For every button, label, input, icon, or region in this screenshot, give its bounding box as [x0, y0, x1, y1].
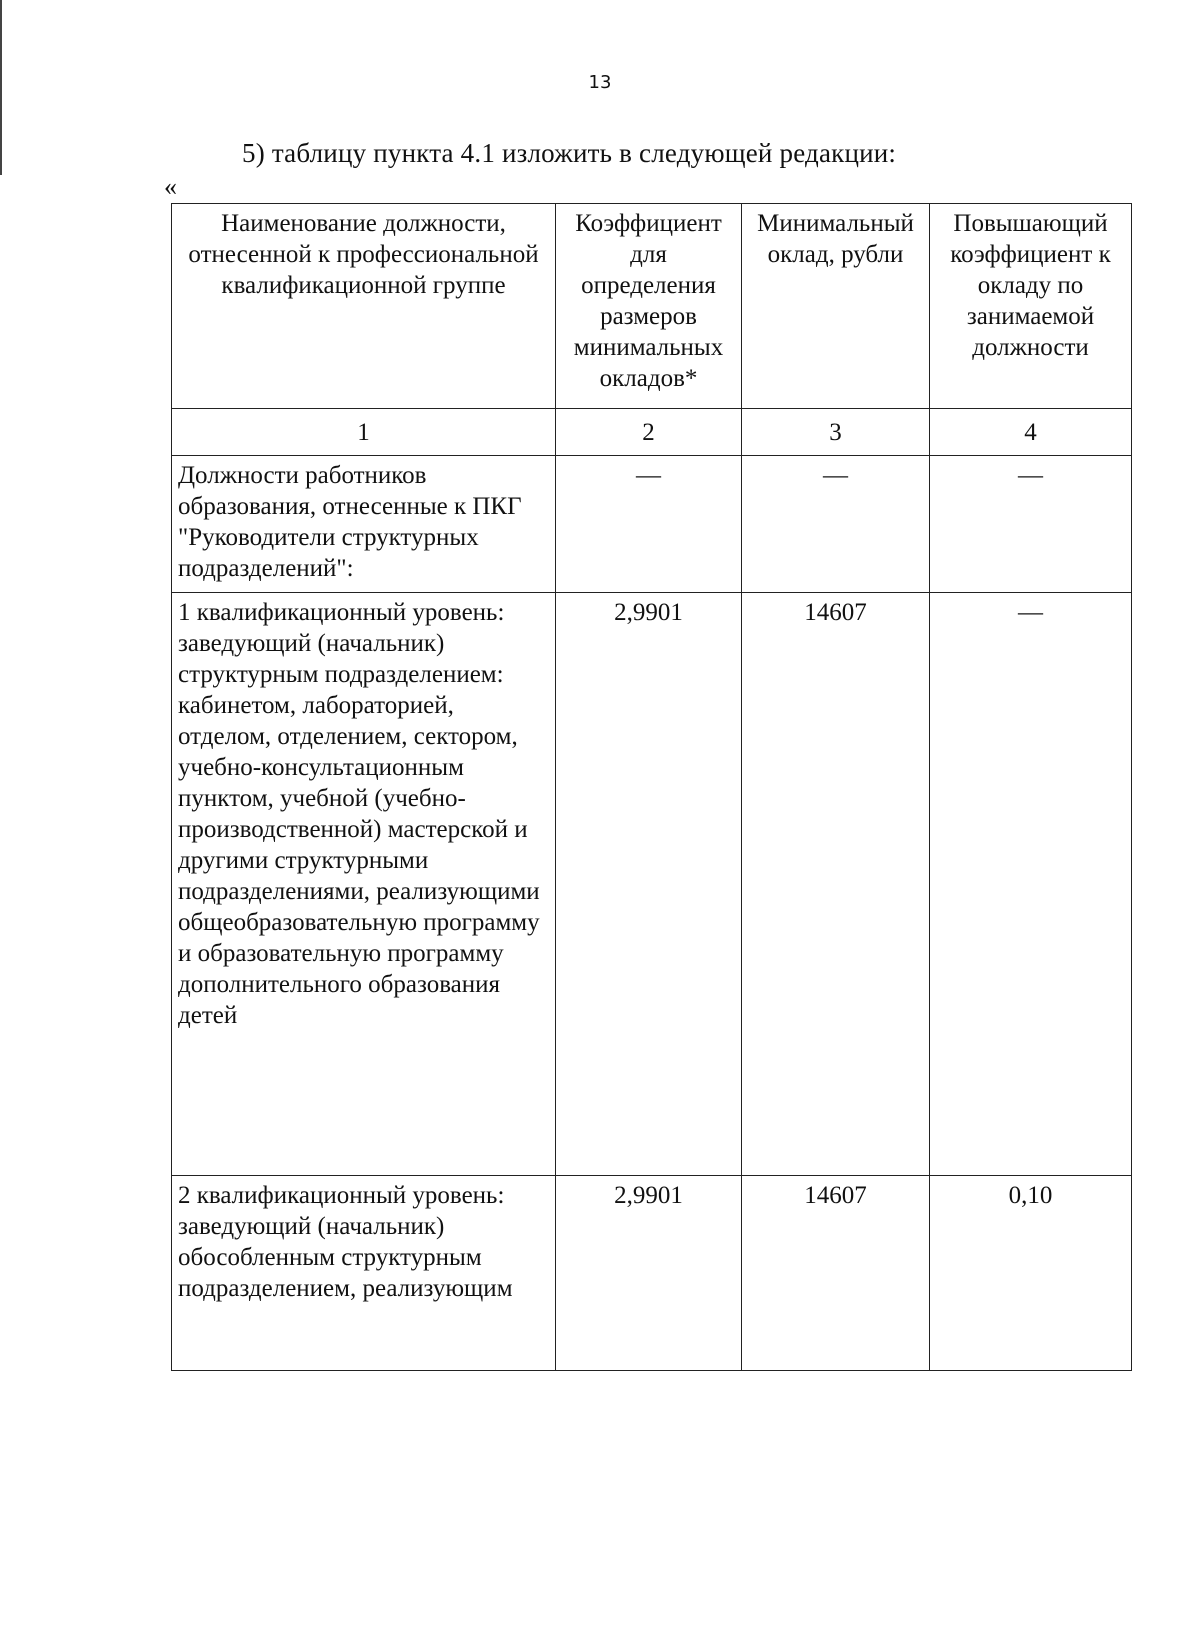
- position-name-cell: 1 квалификационный уровень: заведующий (начальник) структурным подразделением: кабинетом, лабораторией, отделом, отделением, сектором, учебно-консультационным пунктом, учебной (учебно-производственной) мастерской и другими структурными подразделениями, реализующими общеобразовательную программу и образовательную программу дополнительного образования детей: [172, 593, 556, 1176]
- increase-coefficient-cell: —: [930, 456, 1132, 593]
- increase-coefficient-cell: 0,10: [930, 1176, 1132, 1371]
- salary-table: [171, 203, 1132, 1371]
- coefficient-cell: 2,9901: [556, 593, 742, 1176]
- header-minimal-salary: Минимальный оклад, рубли: [742, 204, 930, 409]
- header-coefficient: Коэффициент для определения размеров минимальных окладов*: [556, 204, 742, 409]
- column-number: 3: [742, 409, 930, 456]
- intro-paragraph: 5) таблицу пункта 4.1 изложить в следующей редакции:: [242, 138, 897, 168]
- salary-cell: 14607: [742, 1176, 930, 1371]
- opening-quote-mark: «: [164, 172, 177, 201]
- table-header-row: [172, 204, 1132, 409]
- header-position-name: Наименование должности, отнесенной к профессиональной квалификационной группе: [172, 204, 556, 409]
- position-name-cell: Должности работников образования, отнесенные к ПКГ "Руководители структурных подразделений":: [172, 456, 556, 593]
- table-row: [172, 1176, 1132, 1371]
- coefficient-cell: 2,9901: [556, 1176, 742, 1371]
- coefficient-cell: —: [556, 456, 742, 593]
- column-number: 4: [930, 409, 1132, 456]
- column-number-row: [172, 409, 1132, 456]
- table-row: [172, 456, 1132, 593]
- position-name-cell: 2 квалификационный уровень: заведующий (начальник) обособленным структурным подразделением, реализующим: [172, 1176, 556, 1371]
- salary-cell: 14607: [742, 593, 930, 1176]
- column-number: 2: [556, 409, 742, 456]
- page-number: 13: [588, 72, 612, 93]
- header-increase-coefficient: Повышающий коэффициент к окладу по занимаемой должности: [930, 204, 1132, 409]
- column-number: 1: [172, 409, 556, 456]
- increase-coefficient-cell: —: [930, 593, 1132, 1176]
- salary-cell: —: [742, 456, 930, 593]
- table-row: [172, 593, 1132, 1176]
